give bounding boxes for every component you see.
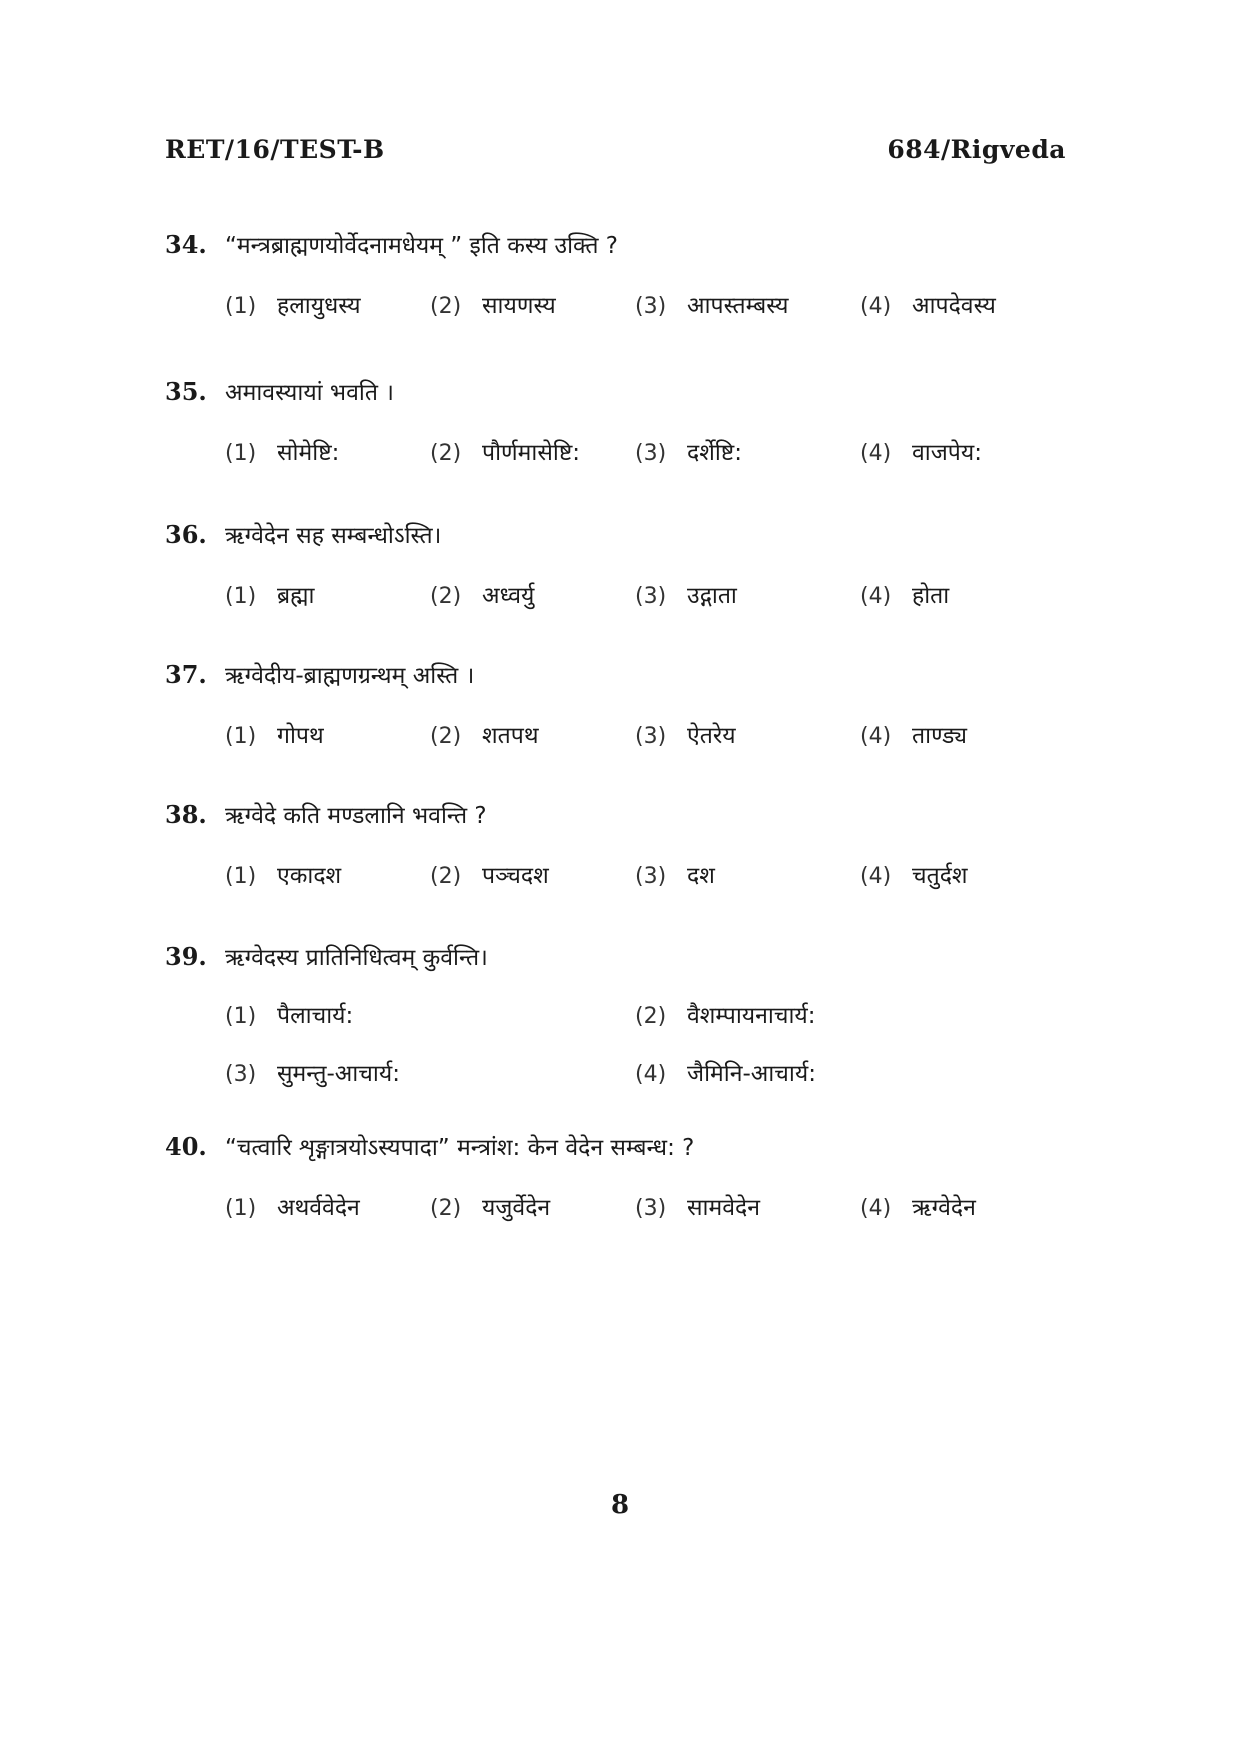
paper-code: RET/16/TEST-B: [165, 135, 385, 164]
question-text: ऋग्वेदे कति मण्डलानि भवन्ति ?: [225, 803, 487, 829]
option-list: [165, 858, 1065, 902]
question-37: [165, 658, 1065, 762]
question-35: [165, 375, 1065, 479]
question-text: “चत्वारि शृङ्गात्रयोऽस्यपादा” मन्त्रांश: केन वेदेन सम्बन्ध: ?: [225, 1135, 695, 1161]
option-4: (4) वाजपेय:: [860, 440, 982, 466]
question-36: [165, 518, 1065, 622]
option-list: [165, 718, 1065, 762]
option-2: (2) सायणस्य: [430, 293, 556, 319]
option-3: (3) सामवेदेन: [635, 1195, 761, 1221]
option-3: (3) उद्गाता: [635, 583, 737, 609]
option-4: (4) आपदेवस्य: [860, 293, 996, 319]
question-number: 36.: [165, 520, 207, 549]
option-row-2: [165, 1056, 1065, 1100]
option-4: (4) जैमिनि-आचार्य:: [635, 1061, 816, 1087]
option-1: (1) सोमेष्टि:: [225, 440, 340, 466]
option-list: [165, 435, 1065, 479]
option-1: (1) पैलाचार्य:: [225, 1003, 354, 1029]
question-number: 39.: [165, 942, 207, 971]
question-text: ऋग्वेदेन सह सम्बन्धोऽस्ति।: [225, 523, 442, 549]
option-list: [165, 288, 1065, 332]
question-text: “मन्त्रब्राह्मणयोर्वेदनामधेयम् ” इति कस्य उक्ति ?: [225, 233, 618, 259]
option-4: (4) होता: [860, 583, 950, 609]
option-list: [165, 1190, 1065, 1234]
option-1: (1) एकादश: [225, 863, 342, 889]
option-4: (4) ताण्ड्य: [860, 723, 967, 749]
question-number: 34.: [165, 230, 207, 259]
option-2: (2) यजुर्वेदेन: [430, 1195, 551, 1221]
option-1: (1) गोपथ: [225, 723, 324, 749]
question-40: [165, 1130, 1065, 1234]
option-2: (2) पञ्चदश: [430, 863, 549, 889]
question-39: [165, 940, 1065, 1100]
question-38: [165, 798, 1065, 902]
option-row-1: [165, 998, 1065, 1042]
option-2: (2) पौर्णमासेष्टि:: [430, 440, 581, 466]
subject-code: 684/Rigveda: [887, 135, 1066, 164]
option-3: (3) सुमन्तु-आचार्य:: [225, 1061, 400, 1087]
question-number: 40.: [165, 1132, 207, 1161]
question-text: अमावस्यायां भवति ।: [225, 380, 394, 406]
option-list: [165, 578, 1065, 622]
option-2: (2) वैशम्पायनाचार्य:: [635, 1003, 816, 1029]
question-34: [165, 228, 1065, 332]
option-4: (4) चतुर्दश: [860, 863, 968, 889]
option-1: (1) हलायुधस्य: [225, 293, 361, 319]
question-text: ऋग्वेदस्य प्रातिनिधित्वम् कुर्वन्ति।: [225, 945, 488, 971]
question-number: 38.: [165, 800, 207, 829]
question-number: 35.: [165, 377, 207, 406]
option-3: (3) ऐतरेय: [635, 723, 736, 749]
option-3: (3) दश: [635, 863, 715, 889]
option-3: (3) दर्शेष्टि:: [635, 440, 742, 466]
option-1: (1) ब्रह्मा: [225, 583, 315, 609]
question-text: ऋग्वेदीय-ब्राह्मणग्रन्थम् अस्ति ।: [225, 663, 475, 689]
option-4: (4) ऋग्वेदेन: [860, 1195, 976, 1221]
option-2: (2) अध्वर्यु: [430, 583, 535, 609]
question-number: 37.: [165, 660, 207, 689]
option-1: (1) अथर्ववेदेन: [225, 1195, 360, 1221]
option-2: (2) शतपथ: [430, 723, 539, 749]
option-3: (3) आपस्तम्बस्य: [635, 293, 789, 319]
page-number: 8: [610, 1490, 630, 1520]
